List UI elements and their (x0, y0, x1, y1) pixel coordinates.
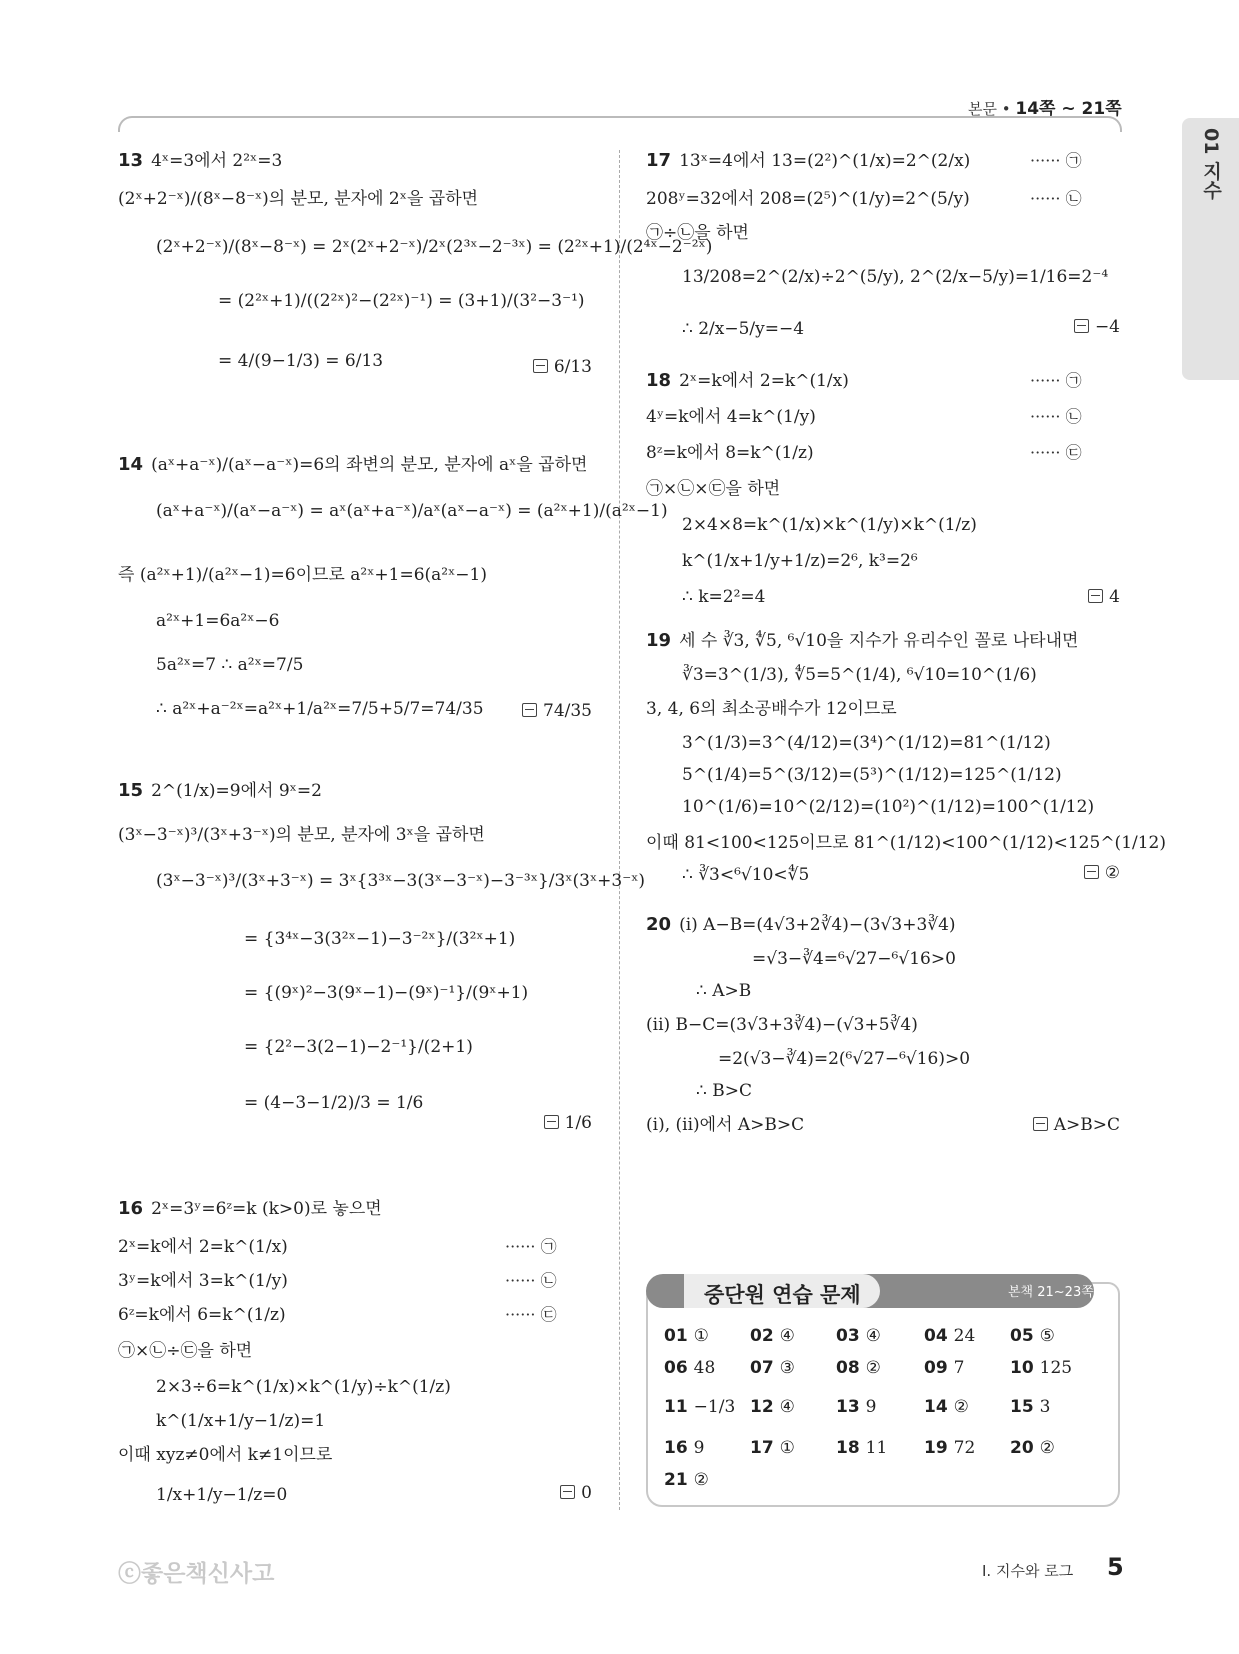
practice-number: 06 (664, 1358, 688, 1378)
solution-text: 3ʸ=k에서 3=k^(1/y) (118, 1271, 288, 1291)
solution-text: (2ˣ+2⁻ˣ)/(8ˣ−8⁻ˣ)의 분모, 분자에 2ˣ을 곱하면 (118, 189, 479, 209)
page-number: 5 (1107, 1553, 1124, 1581)
practice-answer (924, 1357, 965, 1379)
header-page-reference: 본문 • 14쪽 ~ 21쪽 (968, 99, 1122, 119)
answer-icon (560, 1485, 575, 1499)
practice-number: 11 (664, 1397, 688, 1417)
practice-number: 10 (1010, 1358, 1034, 1378)
solution-text: 2ˣ=k에서 2=k^(1/x) (118, 1237, 288, 1257)
solution-text: (ii) B−C=(3√3+3∛4)−(√3+5∛4) (646, 1015, 918, 1035)
practice-number: 05 (1010, 1326, 1034, 1346)
left-line (118, 454, 587, 476)
equation-marker: ······ ㉠ (505, 1237, 557, 1256)
chapter-side-tab-label: 01 지수 (1200, 128, 1222, 200)
left-line (118, 1304, 286, 1326)
solution-text: a²ˣ+1=6a²ˣ−6 (156, 611, 280, 631)
solution-text: ∛3=3^(1/3), ∜5=5^(1/4), ⁶√10=10^(1/6) (682, 665, 1037, 685)
practice-number: 12 (750, 1397, 774, 1417)
problem-number: 14 (118, 454, 144, 475)
answer-icon (1074, 319, 1089, 333)
right-line (646, 478, 780, 500)
practice-answer (664, 1469, 709, 1491)
answer-value: 4 (1109, 587, 1120, 607)
answer-value: −4 (1094, 317, 1120, 337)
practice-number: 19 (924, 1438, 948, 1458)
practice-answer (924, 1325, 975, 1347)
right-line (682, 318, 804, 340)
answer-icon (1084, 865, 1099, 879)
left-line (156, 1484, 287, 1506)
answer-badge (1084, 862, 1120, 884)
answer-value: 74/35 (543, 701, 592, 721)
answer-badge (533, 356, 592, 378)
practice-number: 07 (750, 1358, 774, 1378)
solution-text: = 4/(9−1/3) = 6/13 (218, 351, 384, 371)
solution-text: (aˣ+a⁻ˣ)/(aˣ−a⁻ˣ) = aˣ(aˣ+a⁻ˣ)/aˣ(aˣ−a⁻ˣ) = (a²ˣ+1)/(a²ˣ−1) (156, 501, 668, 521)
practice-value: ① (693, 1326, 709, 1346)
solution-text: = {(9ˣ)²−3(9ˣ−1)−(9ˣ)⁻¹}/(9ˣ+1) (244, 983, 529, 1003)
top-rule (118, 116, 1122, 132)
answer-icon (533, 359, 548, 373)
equation-marker: ······ ㉠ (1030, 371, 1082, 390)
practice-answer (836, 1396, 877, 1418)
right-line (646, 832, 1166, 854)
solution-text: (2ˣ+2⁻ˣ)/(8ˣ−8⁻ˣ) = 2ˣ(2ˣ+2⁻ˣ)/2ˣ(2³ˣ−2⁻³ˣ) = (2²ˣ+1)/(2⁴ˣ−2⁻²ˣ) (156, 237, 713, 257)
solution-text: ∴ k=2²=4 (682, 587, 766, 607)
problem-number: 17 (646, 150, 672, 171)
practice-answer (750, 1357, 795, 1379)
solution-text: 5^(1/4)=5^(3/12)=(5³)^(1/12)=125^(1/12) (682, 765, 1062, 785)
practice-value: ④ (865, 1326, 881, 1346)
solution-text: 4ʸ=k에서 4=k^(1/y) (646, 407, 816, 427)
practice-answer (836, 1437, 887, 1459)
left-line (156, 1376, 451, 1398)
practice-answer (1010, 1396, 1051, 1418)
solution-text: 1/x+1/y−1/z=0 (156, 1485, 288, 1505)
left-line (118, 1198, 382, 1220)
practice-number: 20 (1010, 1438, 1034, 1458)
practice-number: 02 (750, 1326, 774, 1346)
answer-badge (1033, 1114, 1120, 1136)
practice-value: ③ (779, 1358, 795, 1378)
solution-text: (3ˣ−3⁻ˣ)³/(3ˣ+3⁻ˣ) = 3ˣ{3³ˣ−3(3ˣ−3⁻ˣ)−3⁻³ˣ}/3ˣ(3ˣ+3⁻ˣ) (156, 871, 646, 891)
solution-text: 2×4×8=k^(1/x)×k^(1/y)×k^(1/z) (682, 515, 977, 535)
right-line (646, 698, 897, 720)
practice-answer (664, 1396, 735, 1418)
solution-text: = (2²ˣ+1)/((2²ˣ)²−(2²ˣ)⁻¹) = (3+1)/(3²−3⁻¹) (218, 291, 585, 311)
solution-text: 13/208=2^(2/x)÷2^(5/y), 2^(2/x−5/y)=1/16=2⁻⁴ (682, 267, 1109, 287)
practice-title: 중단원 연습 문제 (704, 1283, 861, 1307)
right-line (682, 514, 977, 536)
solution-text: 이때 xyz≠0에서 k≠1이므로 (118, 1445, 333, 1465)
solution-text: 6ᶻ=k에서 6=k^(1/z) (118, 1305, 286, 1325)
answer-value: 0 (581, 1483, 592, 1503)
solution-text: 이때 81<100<125이므로 81^(1/12)<100^(1/12)<125^(1/12) (646, 833, 1167, 853)
header-label: 본문 (968, 100, 997, 118)
solution-text: 13ˣ=4에서 13=(2²)^(1/x)=2^(2/x) (679, 151, 971, 171)
right-line (646, 370, 849, 392)
practice-value: 24 (953, 1326, 976, 1346)
solution-text: 2^(1/x)=9에서 9ˣ=2 (151, 781, 322, 801)
problem-number: 16 (118, 1198, 144, 1219)
practice-number: 08 (836, 1358, 860, 1378)
practice-answer (750, 1437, 795, 1459)
practice-number: 03 (836, 1326, 860, 1346)
practice-number: 14 (924, 1397, 948, 1417)
equation-marker: ······ ㉢ (505, 1305, 557, 1324)
answer-icon (1033, 1117, 1048, 1131)
practice-value: ④ (779, 1397, 795, 1417)
left-line (118, 150, 282, 172)
practice-number: 09 (924, 1358, 948, 1378)
right-line (646, 1114, 804, 1136)
left-line (118, 1270, 288, 1292)
solution-text: k^(1/x+1/y+1/z)=2⁶, k³=2⁶ (682, 551, 918, 571)
practice-value: ④ (779, 1326, 795, 1346)
practice-value: ② (693, 1470, 709, 1490)
solution-text: =2(√3−∛4)=2(⁶√27−⁶√16)>0 (718, 1049, 971, 1069)
right-line (682, 864, 809, 886)
solution-text: 3, 4, 6의 최소공배수가 12이므로 (646, 699, 897, 719)
solution-text: ∴ A>B (696, 981, 752, 1001)
solution-text: 10^(1/6)=10^(2/12)=(10²)^(1/12)=100^(1/12) (682, 797, 1095, 817)
answer-value: 6/13 (553, 357, 592, 377)
solution-text: 5a²ˣ=7 ∴ a²ˣ=7/5 (156, 655, 304, 675)
solution-text: 208ʸ=32에서 208=(2⁵)^(1/y)=2^(5/y) (646, 189, 970, 209)
solution-text: 2ˣ=k에서 2=k^(1/x) (679, 371, 849, 391)
right-line (682, 796, 1094, 818)
practice-value: 48 (693, 1358, 716, 1378)
practice-value: 125 (1039, 1358, 1073, 1378)
left-line (118, 188, 478, 210)
practice-number: 16 (664, 1438, 688, 1458)
practice-number: 04 (924, 1326, 948, 1346)
practice-answer (924, 1396, 969, 1418)
problem-number: 13 (118, 150, 144, 171)
column-divider (619, 150, 620, 1510)
practice-value: 3 (1039, 1397, 1051, 1417)
solution-text: ∴ B>C (696, 1081, 752, 1101)
left-line (156, 500, 668, 522)
left-line (118, 780, 322, 802)
chapter-side-tab (1182, 118, 1239, 380)
solution-text: ㉠×㉡×㉢을 하면 (646, 479, 781, 499)
right-line (646, 442, 814, 464)
practice-answer (750, 1325, 795, 1347)
solution-text: 2×3÷6=k^(1/x)×k^(1/y)÷k^(1/z) (156, 1377, 451, 1397)
practice-value: ② (865, 1358, 881, 1378)
solution-text: (aˣ+a⁻ˣ)/(aˣ−a⁻ˣ)=6의 좌변의 분모, 분자에 aˣ을 곱하면 (151, 455, 588, 475)
right-line (682, 732, 1051, 754)
practice-answer (1010, 1437, 1055, 1459)
right-line (682, 586, 765, 608)
left-line (156, 610, 280, 632)
practice-answer (1010, 1357, 1072, 1379)
practice-value: 11 (865, 1438, 888, 1458)
equation-marker: ······ ㉡ (505, 1271, 557, 1290)
practice-answer (836, 1357, 881, 1379)
problem-number: 19 (646, 630, 672, 651)
solution-text: 8ᶻ=k에서 8=k^(1/z) (646, 443, 814, 463)
right-line (696, 980, 751, 1002)
left-line (218, 290, 585, 312)
equation-marker: ······ ㉢ (1030, 443, 1082, 462)
practice-value: ⑤ (1039, 1326, 1055, 1346)
left-line (156, 1410, 325, 1432)
practice-answer (664, 1325, 709, 1347)
left-line (156, 698, 484, 720)
answer-value: ② (1104, 863, 1120, 883)
answer-icon (1088, 589, 1103, 603)
practice-value: 7 (953, 1358, 965, 1378)
solution-text: 4ˣ=3에서 2²ˣ=3 (151, 151, 283, 171)
practice-value: −1/3 (693, 1397, 736, 1417)
solution-text: 2ˣ=3ʸ=6ᶻ=k (k>0)로 놓으면 (151, 1199, 382, 1219)
practice-answer (1010, 1325, 1055, 1347)
answer-badge (1088, 586, 1120, 608)
right-line (646, 188, 970, 210)
solution-text: ㉠×㉡÷㉢을 하면 (118, 1341, 253, 1361)
solution-text: ㉠÷㉡을 하면 (646, 223, 749, 243)
problem-number: 15 (118, 780, 144, 801)
solution-text: ∴ ∛3<⁶√10<∜5 (682, 865, 810, 885)
practice-value: ② (953, 1397, 969, 1417)
problem-number: 18 (646, 370, 672, 391)
right-line (646, 222, 749, 244)
right-line (646, 406, 816, 428)
left-line (156, 236, 712, 258)
right-line (718, 1048, 970, 1070)
right-line (752, 948, 956, 970)
right-line (682, 266, 1108, 288)
solution-text: 3^(1/3)=3^(4/12)=(3⁴)^(1/12)=81^(1/12) (682, 733, 1051, 753)
practice-pages: 본책 21~23쪽 (1008, 1285, 1094, 1300)
left-line (218, 350, 383, 372)
equation-marker: ······ ㉡ (1030, 189, 1082, 208)
left-line (118, 824, 485, 846)
solution-text: 즉 (a²ˣ+1)/(a²ˣ−1)=6이므로 a²ˣ+1=6(a²ˣ−1) (118, 565, 487, 585)
answer-value: 1/6 (564, 1113, 592, 1133)
practice-number: 15 (1010, 1397, 1034, 1417)
problem-number: 20 (646, 914, 672, 935)
practice-value: ① (779, 1438, 795, 1458)
practice-value: 9 (693, 1438, 705, 1458)
left-line (118, 1340, 252, 1362)
right-line (646, 1014, 918, 1036)
left-line (244, 928, 515, 950)
footer-unit-title: Ⅰ. 지수와 로그 (982, 1562, 1074, 1580)
practice-answer (750, 1396, 795, 1418)
practice-number: 17 (750, 1438, 774, 1458)
left-line (118, 1236, 288, 1258)
left-line (118, 1444, 332, 1466)
practice-answer (664, 1437, 705, 1459)
answer-badge (1074, 316, 1120, 338)
right-line (682, 664, 1037, 686)
solution-text: = {2²−3(2−1)−2⁻¹}/(2+1) (244, 1037, 473, 1057)
solution-text: (3ˣ−3⁻ˣ)³/(3ˣ+3⁻ˣ)의 분모, 분자에 3ˣ을 곱하면 (118, 825, 485, 845)
left-line (244, 982, 528, 1004)
right-line (646, 150, 970, 172)
practice-number: 21 (664, 1470, 688, 1490)
answer-value: A>B>C (1053, 1115, 1120, 1135)
solution-text: ∴ 2/x−5/y=−4 (682, 319, 805, 339)
header-pages: 14쪽 ~ 21쪽 (1015, 99, 1122, 119)
practice-number: 18 (836, 1438, 860, 1458)
right-line (646, 630, 1078, 652)
left-line (244, 1036, 473, 1058)
right-line (696, 1080, 752, 1102)
left-line (118, 564, 487, 586)
practice-value: ② (1039, 1438, 1055, 1458)
solution-text: (i), (ii)에서 A>B>C (646, 1115, 805, 1135)
practice-number: 13 (836, 1397, 860, 1417)
solution-text: k^(1/x+1/y−1/z)=1 (156, 1411, 326, 1431)
answer-badge (544, 1112, 592, 1134)
solution-text: = {3⁴ˣ−3(3²ˣ−1)−3⁻²ˣ}/(3²ˣ+1) (244, 929, 516, 949)
practice-answer (924, 1437, 975, 1459)
solution-text: (i) A−B=(4√3+2∛4)−(3√3+3∛4) (679, 915, 956, 935)
equation-marker: ······ ㉠ (1030, 151, 1082, 170)
equation-marker: ······ ㉡ (1030, 407, 1082, 426)
left-line (244, 1092, 423, 1114)
answer-badge (560, 1482, 592, 1504)
practice-value: 9 (865, 1397, 877, 1417)
answer-icon (544, 1115, 559, 1129)
right-line (682, 550, 918, 572)
solution-text: ∴ a²ˣ+a⁻²ˣ=a²ˣ+1/a²ˣ=7/5+5/7=74/35 (156, 699, 484, 719)
answer-badge (522, 700, 592, 722)
practice-number: 01 (664, 1326, 688, 1346)
left-line (156, 870, 645, 892)
solution-text: =√3−∛4=⁶√27−⁶√16>0 (752, 949, 956, 969)
practice-answer (836, 1325, 881, 1347)
practice-value: 72 (953, 1438, 976, 1458)
solution-text: = (4−3−1/2)/3 = 1/6 (244, 1093, 424, 1113)
answer-icon (522, 703, 537, 717)
left-line (156, 654, 303, 676)
right-line (646, 914, 956, 936)
solution-text: 세 수 ∛3, ∜5, ⁶√10을 지수가 유리수인 꼴로 나타내면 (679, 631, 1079, 651)
practice-section-box (646, 1282, 1120, 1507)
publisher-logo: ⓒ좋은책신사고 (118, 1561, 275, 1587)
right-line (682, 764, 1062, 786)
practice-answer (664, 1357, 715, 1379)
